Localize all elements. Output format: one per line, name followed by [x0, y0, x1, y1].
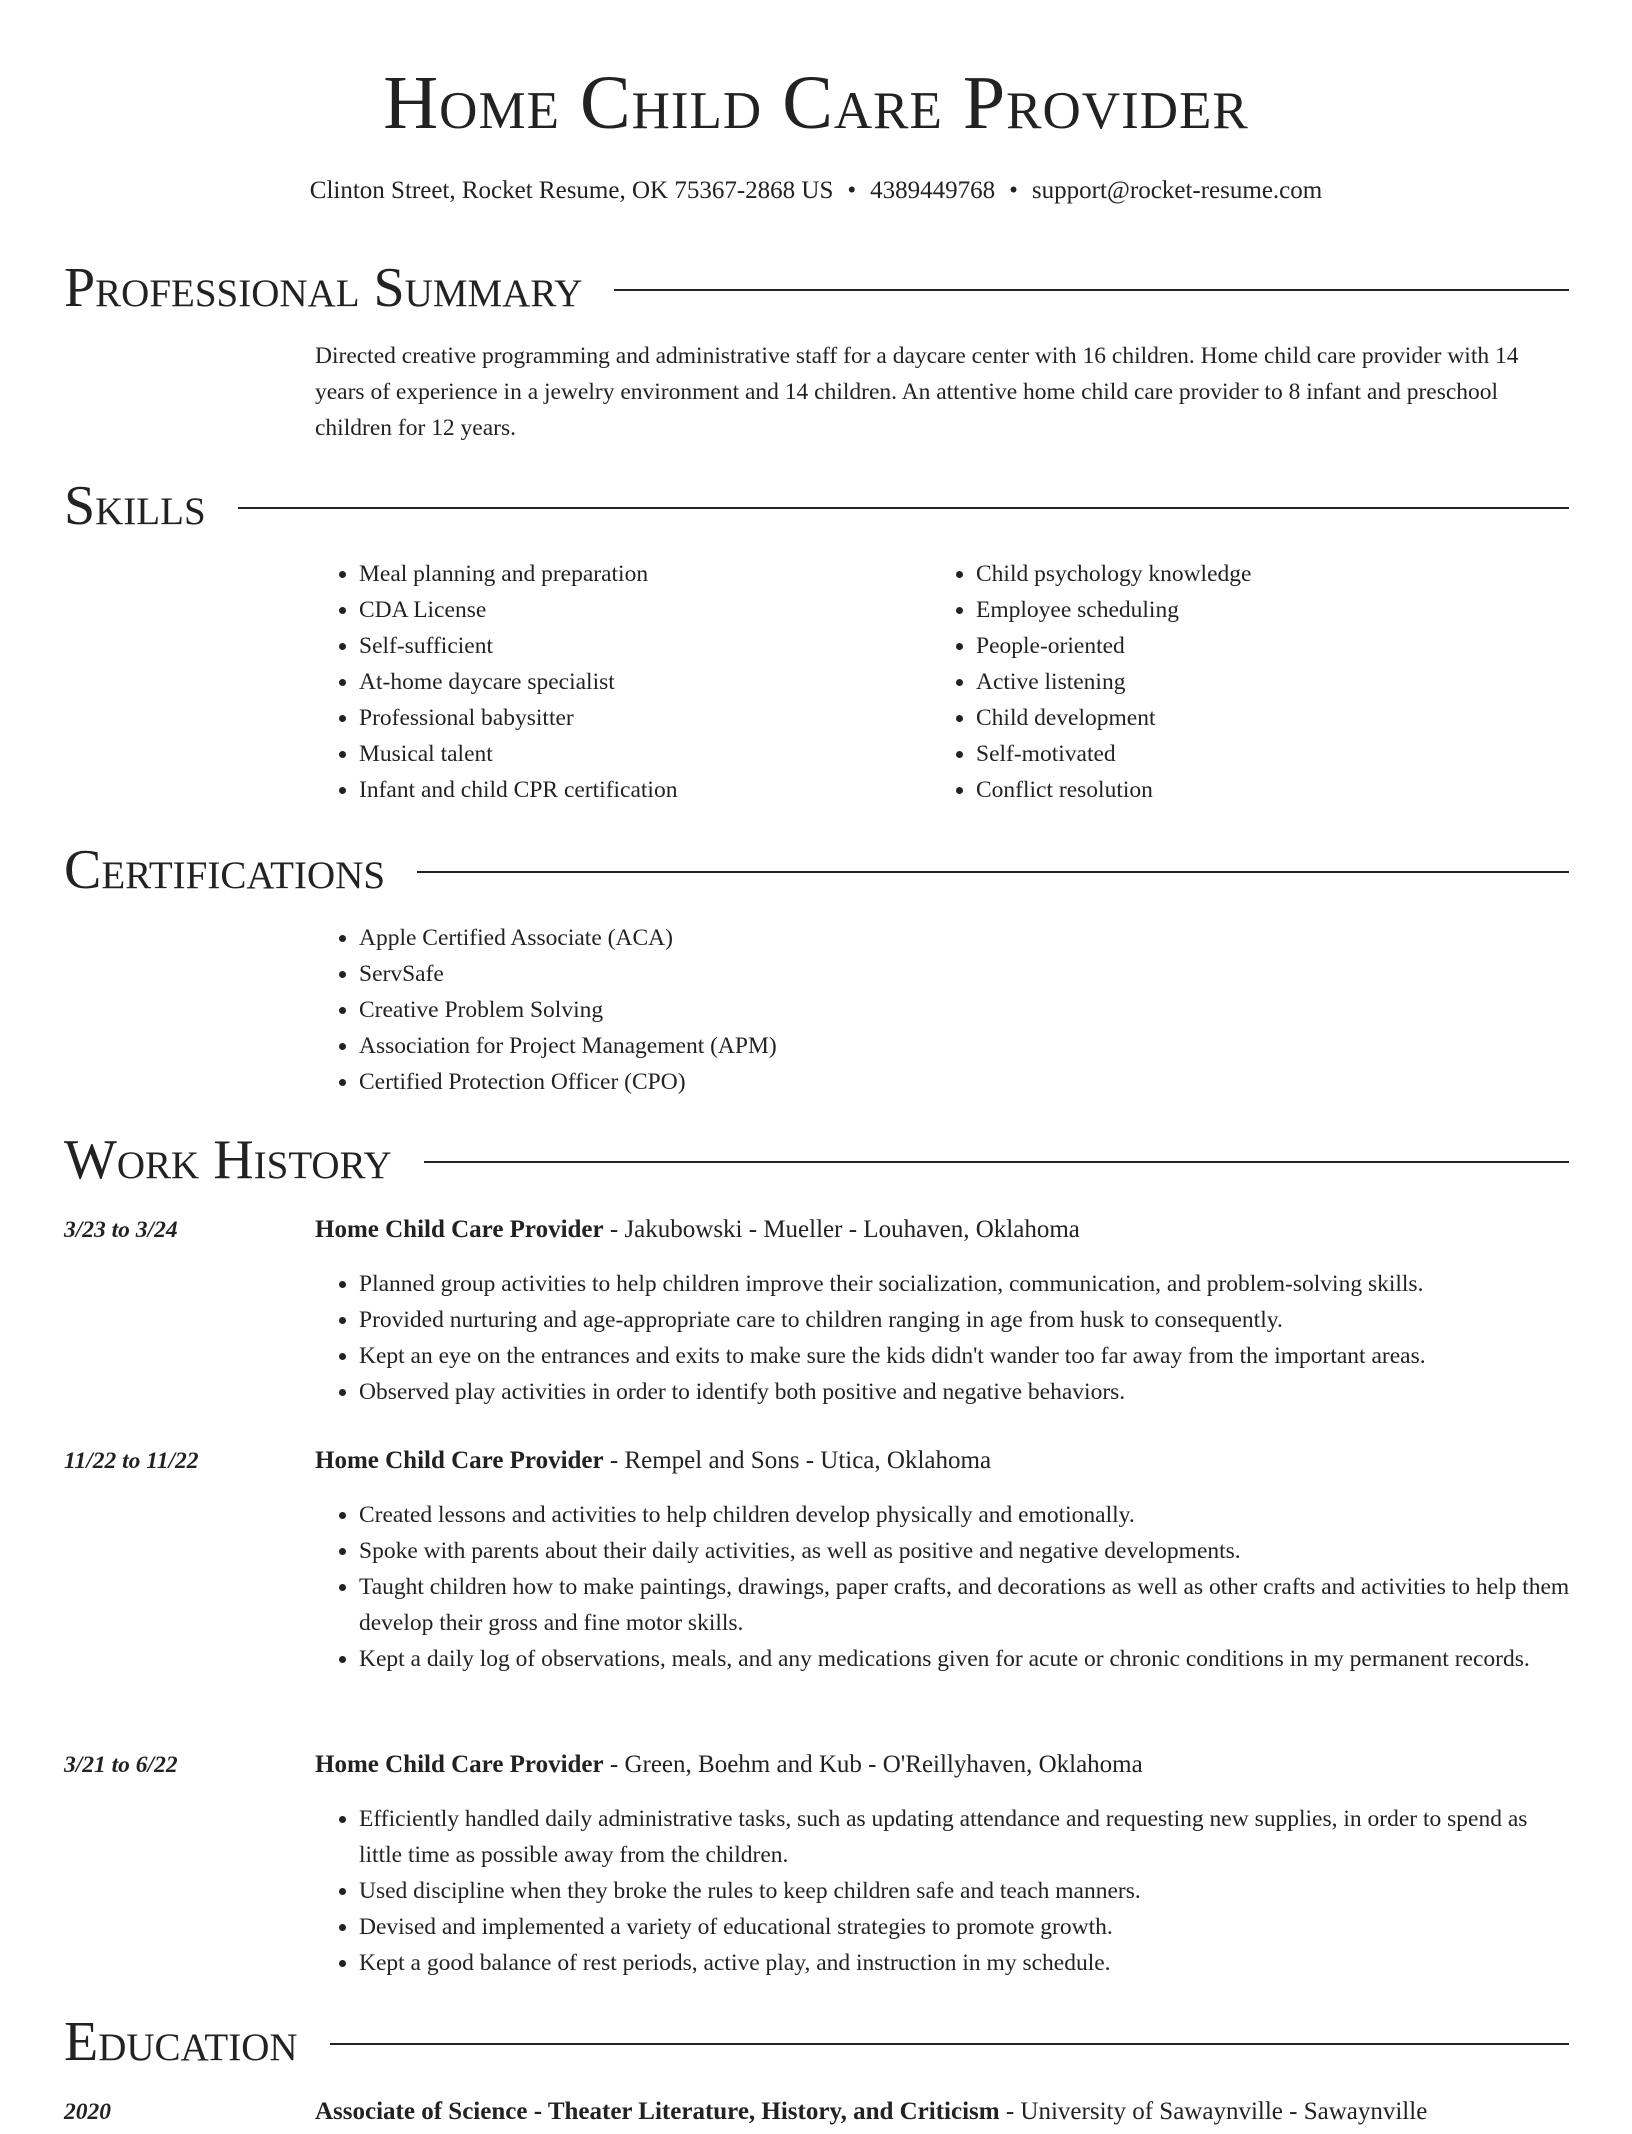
- job-duty-item: • Created lessons and activities to help children develop physically and emotionally.: [359, 1497, 1570, 1533]
- section-title-skills: Skills: [64, 475, 206, 537]
- skills-column-left: [315, 556, 915, 808]
- section-title-certifications: Certifications: [64, 839, 386, 901]
- job-duty-item: • Used discipline when they broke the rules to keep children safe and teach manners.: [359, 1873, 1570, 1909]
- work-history-section-header: [64, 1125, 1569, 1195]
- job-duties: [315, 1497, 1570, 1677]
- contact-separator: •: [847, 177, 857, 204]
- job-duty-item: • Devised and implemented a variety of educational strategies to promote growth.: [359, 1909, 1570, 1945]
- education-heading: [315, 2094, 1570, 2130]
- section-title-education: Education: [64, 2011, 298, 2073]
- job-employer: - Green, Boehm and Kub - O'Reillyhaven, Oklahoma: [603, 1751, 1143, 1778]
- section-divider: [417, 871, 1569, 873]
- job-duties: [315, 1266, 1570, 1410]
- job-duty-item: • Observed play activities in order to identify both positive and negative behaviors.: [359, 1374, 1570, 1410]
- certification-item: • Creative Problem Solving: [359, 992, 1515, 1028]
- section-divider: [330, 2043, 1569, 2045]
- job-heading: [315, 1443, 1570, 1479]
- contact-separator: •: [1009, 177, 1018, 204]
- job-duty-item: • Planned group activities to help children improve their socialization, communication, and problem-solving skills.: [359, 1266, 1570, 1302]
- summary-text: Directed creative programming and administrative staff for a daycare center with 16 children. Home child care provider with 14 years of experience in a jewelry environment and 14 children. An attentive home child care provider to 8 infant and preschool children for 12 years.: [315, 343, 1519, 441]
- section-divider: [238, 507, 1569, 509]
- certifications-section-header: [64, 835, 1569, 905]
- job-duty-item: • Efficiently handled daily administrative tasks, such as updating attendance and requesting new supplies, in order to spend as little time as possible away from the children.: [359, 1801, 1570, 1873]
- skill-item: • Conflict resolution: [976, 772, 1532, 808]
- job-title: Home Child Care Provider: [315, 1751, 604, 1778]
- skill-item: • At-home daycare specialist: [359, 664, 915, 700]
- skill-item: • Active listening: [976, 664, 1532, 700]
- job-duty-item: • Kept a daily log of observations, meals, and any medications given for acute or chronic conditions in my permanent records.: [359, 1641, 1570, 1677]
- certification-item: • Apple Certified Associate (ACA): [359, 920, 1515, 956]
- job-title: Home Child Care Provider: [315, 1216, 604, 1243]
- education-dates: 2020: [64, 2099, 111, 2125]
- section-title-work-history: Work History: [64, 1129, 392, 1191]
- skill-item: • Child development: [976, 700, 1532, 736]
- skill-item: • Employee scheduling: [976, 592, 1532, 628]
- skill-item: • Meal planning and preparation: [359, 556, 915, 592]
- section-divider: [424, 1161, 1569, 1163]
- section-title-summary: Professional Summary: [64, 257, 583, 319]
- skill-item: • Professional babysitter: [359, 700, 915, 736]
- job-duties: [315, 1801, 1570, 1981]
- skill-item: • Child psychology knowledge: [976, 556, 1532, 592]
- certification-item: • ServSafe: [359, 956, 1515, 992]
- education-section-header: [64, 2007, 1569, 2077]
- job-employer: - Rempel and Sons - Utica, Oklahoma: [603, 1447, 992, 1474]
- contact-line: [0, 174, 1632, 208]
- job-duty-item: • Kept a good balance of rest periods, active play, and instruction in my schedule.: [359, 1945, 1570, 1981]
- certification-item: • Association for Project Management (APM): [359, 1028, 1515, 1064]
- skill-item: • Musical talent: [359, 736, 915, 772]
- job-heading: [315, 1747, 1570, 1783]
- skill-item: • CDA License: [359, 592, 915, 628]
- summary-section-header: [64, 253, 1569, 323]
- section-divider: [614, 289, 1569, 291]
- job-title: Home Child Care Provider: [315, 1447, 604, 1474]
- job-duty-item: • Taught children how to make paintings, drawings, paper crafts, and decorations as well as other crafts and activities to help them develop their gross and fine motor skills.: [359, 1569, 1570, 1641]
- job-duty-item: • Kept an eye on the entrances and exits to make sure the kids didn't wander too far away from the important areas.: [359, 1338, 1570, 1374]
- contact-email: support@rocket-resume.com: [1031, 177, 1323, 204]
- job-dates: 3/23 to 3/24: [64, 1217, 178, 1243]
- contact-phone: 4389449768: [870, 177, 996, 204]
- job-duty-item: • Spoke with parents about their daily activities, as well as positive and negative developments.: [359, 1533, 1570, 1569]
- education-entry: [64, 2094, 1570, 2134]
- skills-column-right: [932, 556, 1532, 808]
- resume-name: Home Child Care Provider: [383, 61, 1249, 145]
- skills-section-header: [64, 471, 1569, 541]
- skill-item: • People-oriented: [976, 628, 1532, 664]
- job-dates: 3/21 to 6/22: [64, 1752, 178, 1778]
- skill-item: • Infant and child CPR certification: [359, 772, 915, 808]
- education-school: - University of Sawaynville - Sawaynville: [999, 2098, 1428, 2125]
- job-duty-item: • Provided nurturing and age-appropriate care to children ranging in age from husk to consequently.: [359, 1302, 1570, 1338]
- job-heading: [315, 1212, 1570, 1248]
- skill-item: • Self-motivated: [976, 736, 1532, 772]
- education-degree: Associate of Science - Theater Literature, History, and Criticism: [315, 2098, 1000, 2125]
- job-dates: 11/22 to 11/22: [64, 1448, 199, 1474]
- job-employer: - Jakubowski - Mueller - Louhaven, Oklahoma: [603, 1216, 1080, 1243]
- certifications-list: [315, 920, 1515, 1100]
- certification-item: • Certified Protection Officer (CPO): [359, 1064, 1515, 1100]
- skill-item: • Self-sufficient: [359, 628, 915, 664]
- contact-address: Clinton Street, Rocket Resume, OK 75367-2868 US: [309, 177, 834, 204]
